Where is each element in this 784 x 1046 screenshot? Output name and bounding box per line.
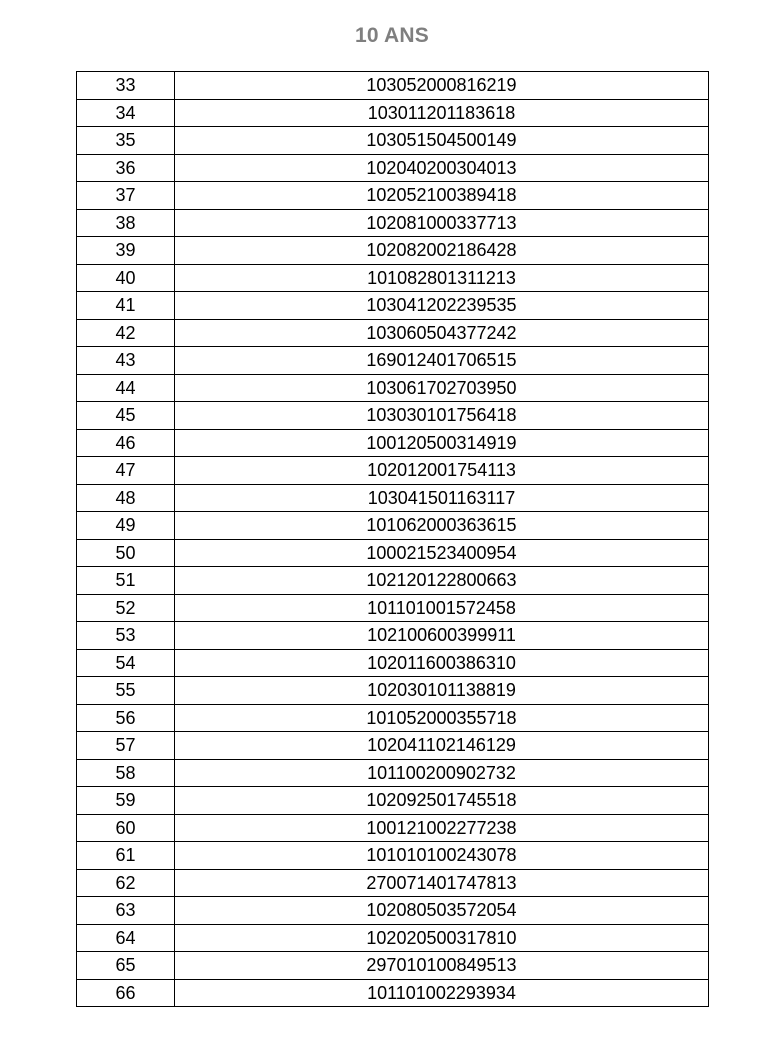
row-number-cell: 36 (77, 154, 175, 182)
code-cell: 101101002293934 (175, 979, 709, 1007)
code-cell: 102041102146129 (175, 732, 709, 760)
table-row (77, 484, 709, 512)
row-number-cell: 55 (77, 677, 175, 705)
code-cell: 102092501745518 (175, 787, 709, 815)
code-cell: 102100600399911 (175, 622, 709, 650)
row-number-cell: 60 (77, 814, 175, 842)
row-number-cell: 49 (77, 512, 175, 540)
code-cell: 103041202239535 (175, 292, 709, 320)
row-number-cell: 43 (77, 347, 175, 375)
table-row (77, 374, 709, 402)
code-cell: 102011600386310 (175, 649, 709, 677)
row-number-cell: 34 (77, 99, 175, 127)
code-cell: 103030101756418 (175, 402, 709, 430)
table-row (77, 209, 709, 237)
code-cell: 101052000355718 (175, 704, 709, 732)
code-cell: 100121002277238 (175, 814, 709, 842)
table-row (77, 182, 709, 210)
row-number-cell: 42 (77, 319, 175, 347)
row-number-cell: 33 (77, 72, 175, 100)
row-number-cell: 59 (77, 787, 175, 815)
table-row (77, 704, 709, 732)
table-row (77, 759, 709, 787)
table-row (77, 347, 709, 375)
table-row (77, 814, 709, 842)
row-number-cell: 58 (77, 759, 175, 787)
code-cell: 102040200304013 (175, 154, 709, 182)
table-row (77, 677, 709, 705)
row-number-cell: 56 (77, 704, 175, 732)
table-row (77, 567, 709, 595)
code-cell: 102082002186428 (175, 237, 709, 265)
code-cell: 103051504500149 (175, 127, 709, 155)
row-number-cell: 65 (77, 952, 175, 980)
code-cell: 103060504377242 (175, 319, 709, 347)
row-number-cell: 54 (77, 649, 175, 677)
table-row (77, 897, 709, 925)
table-row (77, 237, 709, 265)
row-number-cell: 46 (77, 429, 175, 457)
page-title: 10 ANS (355, 24, 429, 47)
table-row (77, 842, 709, 870)
table-row (77, 292, 709, 320)
table-row (77, 869, 709, 897)
row-number-cell: 40 (77, 264, 175, 292)
code-cell: 297010100849513 (175, 952, 709, 980)
table-row (77, 539, 709, 567)
code-cell: 100021523400954 (175, 539, 709, 567)
table-row (77, 99, 709, 127)
table-row (77, 72, 709, 100)
code-cell: 101100200902732 (175, 759, 709, 787)
code-cell: 101062000363615 (175, 512, 709, 540)
row-number-cell: 37 (77, 182, 175, 210)
code-cell: 101101001572458 (175, 594, 709, 622)
row-number-cell: 51 (77, 567, 175, 595)
table-row (77, 622, 709, 650)
code-cell: 103041501163117 (175, 484, 709, 512)
row-number-cell: 57 (77, 732, 175, 760)
code-cell: 102020500317810 (175, 924, 709, 952)
code-cell: 102081000337713 (175, 209, 709, 237)
row-number-cell: 66 (77, 979, 175, 1007)
code-cell: 103011201183618 (175, 99, 709, 127)
table-row (77, 457, 709, 485)
row-number-cell: 53 (77, 622, 175, 650)
row-number-cell: 62 (77, 869, 175, 897)
code-cell: 102080503572054 (175, 897, 709, 925)
table-body (77, 72, 709, 1007)
code-cell: 270071401747813 (175, 869, 709, 897)
table-row (77, 952, 709, 980)
table-row (77, 594, 709, 622)
code-cell: 102030101138819 (175, 677, 709, 705)
table-row (77, 649, 709, 677)
table-row (77, 512, 709, 540)
code-cell: 102012001754113 (175, 457, 709, 485)
table-row (77, 127, 709, 155)
table-row (77, 787, 709, 815)
table-row (77, 732, 709, 760)
row-number-cell: 47 (77, 457, 175, 485)
table-row (77, 402, 709, 430)
results-table (76, 71, 709, 1007)
code-cell: 100120500314919 (175, 429, 709, 457)
row-number-cell: 38 (77, 209, 175, 237)
row-number-cell: 35 (77, 127, 175, 155)
table-row (77, 319, 709, 347)
table-row (77, 264, 709, 292)
table-row (77, 924, 709, 952)
row-number-cell: 39 (77, 237, 175, 265)
code-cell: 101082801311213 (175, 264, 709, 292)
code-cell: 102120122800663 (175, 567, 709, 595)
row-number-cell: 52 (77, 594, 175, 622)
row-number-cell: 61 (77, 842, 175, 870)
table-row (77, 979, 709, 1007)
table-row (77, 154, 709, 182)
code-cell: 103061702703950 (175, 374, 709, 402)
code-cell: 101010100243078 (175, 842, 709, 870)
row-number-cell: 50 (77, 539, 175, 567)
row-number-cell: 48 (77, 484, 175, 512)
row-number-cell: 64 (77, 924, 175, 952)
code-cell: 103052000816219 (175, 72, 709, 100)
row-number-cell: 63 (77, 897, 175, 925)
row-number-cell: 44 (77, 374, 175, 402)
code-cell: 102052100389418 (175, 182, 709, 210)
table-row (77, 429, 709, 457)
code-cell: 169012401706515 (175, 347, 709, 375)
row-number-cell: 41 (77, 292, 175, 320)
row-number-cell: 45 (77, 402, 175, 430)
